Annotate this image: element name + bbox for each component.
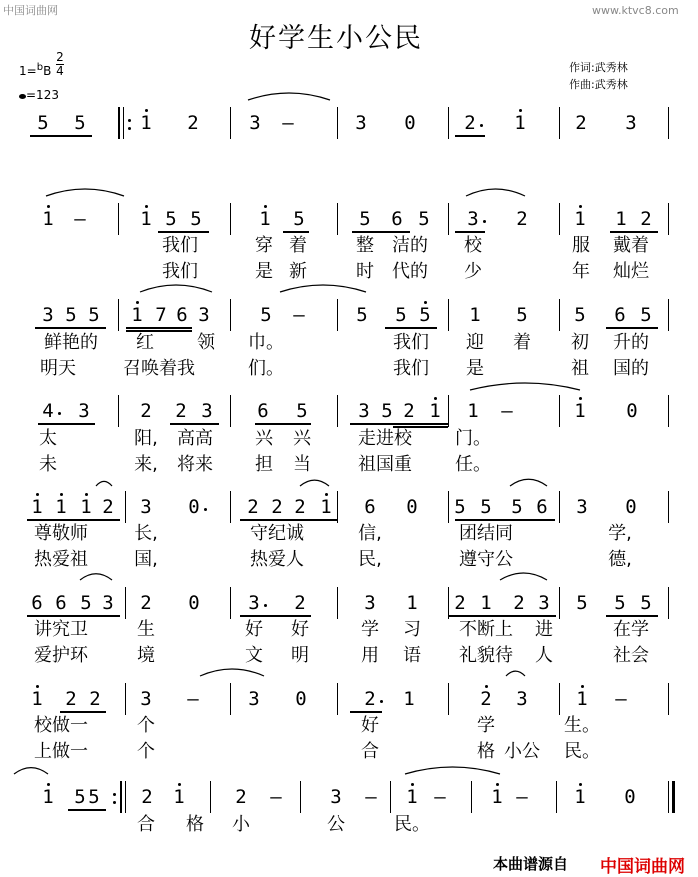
- slur: [466, 189, 525, 196]
- note: 3: [355, 112, 367, 134]
- lyric: 新: [289, 261, 307, 282]
- lyric: 好: [245, 619, 263, 640]
- lyric: 服: [572, 235, 590, 256]
- note: 1: [574, 400, 586, 422]
- lyric: 未: [39, 454, 57, 475]
- watermark-left: 中国词曲网: [3, 4, 58, 17]
- note: 5: [293, 208, 305, 230]
- slur: [140, 285, 212, 292]
- lyric: 我们: [162, 235, 198, 256]
- note: 3: [248, 688, 260, 710]
- lyric: 好: [291, 619, 309, 640]
- note: 5: [511, 496, 523, 518]
- lyric: 升的: [613, 332, 649, 353]
- note: 0: [188, 496, 200, 518]
- note: 1: [429, 400, 441, 422]
- lyric: 个: [137, 715, 155, 736]
- note: 3: [516, 688, 528, 710]
- lyric: 祖国重: [358, 454, 412, 475]
- lyric: 担: [255, 454, 273, 475]
- note: 3: [249, 112, 261, 134]
- note: 1: [55, 496, 67, 518]
- note: 5: [74, 786, 86, 808]
- lyric: 阳,: [134, 428, 158, 449]
- lyric: 合: [137, 814, 155, 835]
- lyric: 用: [361, 645, 379, 666]
- lyric: 遵守公: [459, 549, 513, 570]
- note: 1: [42, 786, 54, 808]
- note: 2: [235, 786, 247, 808]
- lyric: 合: [361, 741, 379, 762]
- note: 2: [294, 496, 306, 518]
- note: 2: [575, 112, 587, 134]
- note: 2: [513, 592, 525, 614]
- note: 1: [514, 112, 526, 134]
- time-signature: 2 4: [56, 50, 64, 78]
- note: 6: [257, 400, 269, 422]
- note: 5: [296, 400, 308, 422]
- note: 3: [576, 496, 588, 518]
- lyric: 热爱人: [250, 549, 304, 570]
- note: 2: [271, 496, 283, 518]
- slur: [470, 383, 580, 390]
- lyric: 进: [535, 619, 553, 640]
- lyric: 校做一: [34, 715, 88, 736]
- note: 3: [538, 592, 550, 614]
- note: 2: [175, 400, 187, 422]
- note: 5: [88, 304, 100, 326]
- note: 2: [102, 496, 114, 518]
- lyric: 我们: [393, 332, 429, 353]
- note: 3: [467, 208, 479, 230]
- lyric: 领: [197, 332, 215, 353]
- note: 3: [198, 304, 210, 326]
- lyric: 们。: [248, 358, 284, 379]
- lyric: 兴: [255, 428, 273, 449]
- note: 2: [141, 786, 153, 808]
- note: 0: [625, 496, 637, 518]
- lyric: 时: [356, 261, 374, 282]
- lyric: 年: [572, 261, 590, 282]
- lyric: 将来: [177, 454, 213, 475]
- note: 3: [330, 786, 342, 808]
- lyric: 民。: [564, 741, 600, 762]
- note: 1: [173, 786, 185, 808]
- note: 0: [624, 786, 636, 808]
- lyric: 民,: [358, 549, 382, 570]
- note: 1: [31, 496, 43, 518]
- note: 2: [403, 400, 415, 422]
- note: 1: [31, 688, 43, 710]
- note: 3: [201, 400, 213, 422]
- note: 5: [419, 304, 431, 326]
- lyric: 任。: [455, 454, 491, 475]
- slur: [80, 574, 112, 580]
- note: 2: [454, 592, 466, 614]
- lyric: 人: [535, 645, 553, 666]
- note: 5: [381, 400, 393, 422]
- note: 3: [364, 592, 376, 614]
- note: –: [293, 304, 305, 326]
- lyricist: 作词:武秀林: [569, 61, 628, 74]
- note: 1: [406, 592, 418, 614]
- note: 6: [391, 208, 403, 230]
- note: 5: [418, 208, 430, 230]
- note: 1: [406, 786, 418, 808]
- note: 5: [640, 592, 652, 614]
- note: 1: [42, 208, 54, 230]
- note: 5: [614, 592, 626, 614]
- lyric: 爱护环: [34, 645, 88, 666]
- note: 1: [320, 496, 332, 518]
- note: 6: [31, 592, 43, 614]
- lyric: 鲜艳的: [44, 332, 98, 353]
- lyric: 初: [571, 332, 589, 353]
- lyric: 是: [255, 261, 273, 282]
- slur: [510, 479, 547, 486]
- note: –: [74, 208, 86, 230]
- note: 1: [140, 208, 152, 230]
- note: 3: [358, 400, 370, 422]
- lyric: 门。: [455, 428, 491, 449]
- lyric: 小公: [504, 741, 540, 762]
- note: 6: [536, 496, 548, 518]
- lyric: 礼貌待: [459, 645, 513, 666]
- note: 0: [188, 592, 200, 614]
- note: –: [516, 786, 528, 808]
- note: 5: [576, 592, 588, 614]
- lyric: 学: [477, 715, 495, 736]
- note: –: [434, 786, 446, 808]
- lyric: 生。: [564, 715, 600, 736]
- lyric: 代的: [392, 261, 428, 282]
- footer-site: 中国词曲网: [600, 857, 685, 877]
- note: 2: [89, 688, 101, 710]
- note: 7: [155, 304, 167, 326]
- note: 6: [364, 496, 376, 518]
- lyric: 着: [513, 332, 531, 353]
- note: 1: [574, 208, 586, 230]
- lyric: 明天: [40, 358, 76, 379]
- note: 2: [65, 688, 77, 710]
- lyric: 不断上: [459, 619, 513, 640]
- watermark-right: www.ktvc8.com: [592, 4, 679, 17]
- note: –: [365, 786, 377, 808]
- lyric: 我们: [393, 358, 429, 379]
- slur: [506, 671, 525, 676]
- note: 2: [294, 592, 306, 614]
- note: 2: [364, 688, 376, 710]
- note: 2: [464, 112, 476, 134]
- note: 5: [165, 208, 177, 230]
- slur: [200, 669, 264, 676]
- key-signature: 1=$^b$B: [19, 62, 52, 78]
- note: 6: [176, 304, 188, 326]
- footer-source: 本曲谱源自: [493, 855, 569, 873]
- note: 1: [615, 208, 627, 230]
- lyric: 来,: [134, 454, 158, 475]
- note: 3: [140, 496, 152, 518]
- lyric: 团结同: [459, 523, 513, 544]
- note: 2: [140, 592, 152, 614]
- note: 5: [516, 304, 528, 326]
- lyric: 走进校: [358, 428, 412, 449]
- note: 5: [480, 496, 492, 518]
- note: 5: [74, 112, 86, 134]
- lyric: 尊敬师: [34, 523, 88, 544]
- note: 1: [574, 786, 586, 808]
- lyric: 语: [403, 645, 421, 666]
- note: 1: [140, 112, 152, 134]
- lyric: 召唤着我: [123, 358, 195, 379]
- note: 1: [403, 688, 415, 710]
- note: –: [270, 786, 282, 808]
- slur: [14, 768, 48, 774]
- lyric: 校: [464, 235, 482, 256]
- note: 6: [614, 304, 626, 326]
- note: 3: [102, 592, 114, 614]
- note: 3: [78, 400, 90, 422]
- lyric: 公: [327, 814, 345, 835]
- slur: [300, 480, 329, 486]
- note: 5: [88, 786, 100, 808]
- slur: [248, 93, 330, 100]
- lyric: 洁的: [392, 235, 428, 256]
- lyric: 当: [293, 454, 311, 475]
- lyric: 民。: [394, 814, 430, 835]
- note: 1: [259, 208, 271, 230]
- lyric: 信,: [358, 523, 382, 544]
- lyric: 我们: [162, 261, 198, 282]
- lyric: 国的: [613, 358, 649, 379]
- note: 3: [625, 112, 637, 134]
- lyric: 小: [232, 814, 250, 835]
- lyric: 长,: [134, 523, 158, 544]
- note: 5: [190, 208, 202, 230]
- slur: [280, 285, 366, 292]
- note: 5: [260, 304, 272, 326]
- note: 5: [395, 304, 407, 326]
- note: 1: [131, 304, 143, 326]
- note: 0: [295, 688, 307, 710]
- note: 1: [576, 688, 588, 710]
- note: 5: [80, 592, 92, 614]
- lyric: 是: [466, 358, 484, 379]
- note: 2: [187, 112, 199, 134]
- note: –: [282, 112, 294, 134]
- note: –: [187, 688, 199, 710]
- lyric: 着: [289, 235, 307, 256]
- lyric: 少: [464, 261, 482, 282]
- slur: [500, 573, 547, 580]
- note: 0: [404, 112, 416, 134]
- note: 6: [55, 592, 67, 614]
- note: 2: [140, 400, 152, 422]
- lyric: 学: [361, 619, 379, 640]
- lyric: 祖: [571, 358, 589, 379]
- tempo-marking: =123: [19, 88, 59, 102]
- lyric: 讲究卫: [34, 619, 88, 640]
- note: 5: [359, 208, 371, 230]
- lyric: 社会: [613, 645, 649, 666]
- note: 3: [42, 304, 54, 326]
- note: 0: [406, 496, 418, 518]
- lyric: 好: [361, 715, 379, 736]
- lyric: 迎: [466, 332, 484, 353]
- note: 3: [248, 592, 260, 614]
- lyric: 巾。: [248, 332, 284, 353]
- note: 5: [640, 304, 652, 326]
- note: 0: [626, 400, 638, 422]
- note: 1: [480, 592, 492, 614]
- lyric: 格: [477, 741, 495, 762]
- note: 3: [140, 688, 152, 710]
- lyric: 格: [186, 814, 204, 835]
- lyric: 穿: [255, 235, 273, 256]
- lyric: 境: [137, 645, 155, 666]
- note: 5: [65, 304, 77, 326]
- lyric: 文: [245, 645, 263, 666]
- note: 5: [574, 304, 586, 326]
- note: 2: [247, 496, 259, 518]
- note: –: [615, 688, 627, 710]
- slur: [46, 189, 124, 196]
- page-title: 好学生小公民: [249, 23, 423, 54]
- lyric: 学,: [608, 523, 632, 544]
- lyric: 个: [137, 741, 155, 762]
- lyric: 国,: [134, 549, 158, 570]
- lyric: 上做一: [34, 741, 88, 762]
- note: 5: [37, 112, 49, 134]
- lyric: 热爱祖: [34, 549, 88, 570]
- lyric: 德,: [608, 549, 632, 570]
- lyric: 整: [356, 235, 374, 256]
- composer: 作曲:武秀林: [569, 78, 628, 91]
- note: 2: [480, 688, 492, 710]
- lyric: 兴: [293, 428, 311, 449]
- lyric: 太: [39, 428, 57, 449]
- note: 1: [80, 496, 92, 518]
- lyric: 高高: [177, 428, 213, 449]
- lyric: 戴着: [613, 235, 649, 256]
- note: 2: [516, 208, 528, 230]
- lyric: 在学: [613, 619, 649, 640]
- slur: [96, 481, 112, 486]
- lyric: 生: [137, 619, 155, 640]
- lyric: 灿烂: [613, 261, 649, 282]
- note: 4: [42, 400, 54, 422]
- note: 1: [491, 786, 503, 808]
- lyric: 红: [136, 332, 154, 353]
- lyric: 习: [403, 619, 421, 640]
- note: 2: [640, 208, 652, 230]
- note: 1: [469, 304, 481, 326]
- note: –: [501, 400, 513, 422]
- slur: [405, 767, 500, 774]
- lyric: 明: [291, 645, 309, 666]
- lyric: 守纪诚: [250, 523, 304, 544]
- note: 5: [356, 304, 368, 326]
- note: 5: [454, 496, 466, 518]
- note: 1: [467, 400, 479, 422]
